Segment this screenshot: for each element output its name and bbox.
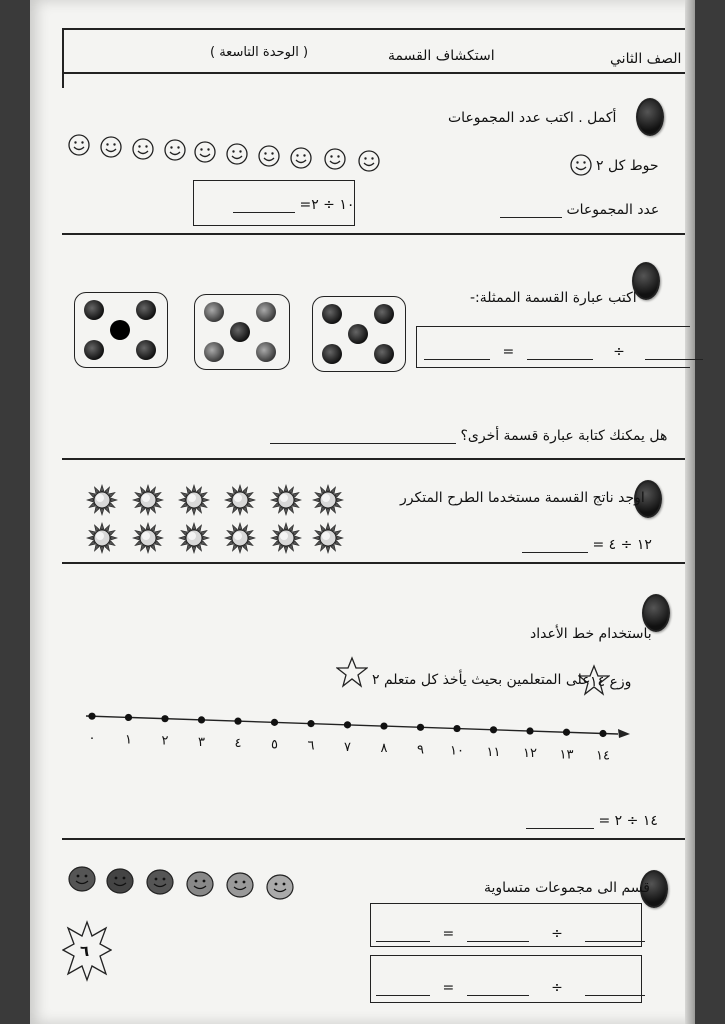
number-line-point (563, 729, 570, 736)
q5-instruction: قسم الى مجموعات متساوية (484, 880, 650, 896)
q1-instruction: أكمل . اكتب عدد المجموعات (448, 110, 617, 126)
sun-icon (270, 522, 302, 554)
q2-instruction: اكتب عبارة القسمة الممثلة:- (470, 290, 637, 306)
q5-result-blank-1[interactable] (376, 928, 430, 942)
page-edge (685, 0, 695, 1024)
q5-div-sign-1: ÷ (551, 926, 563, 942)
number-line-tick-label: ٩ (417, 742, 424, 758)
number-line-point (161, 715, 168, 722)
q3-expression: ١٢ ÷ ٤ = (592, 537, 652, 553)
header-divider (62, 72, 685, 74)
dice-dot (230, 322, 250, 342)
q3-answer-blank[interactable] (522, 539, 588, 553)
number-line-point (417, 724, 424, 731)
q2-eq-sign: = (502, 344, 515, 360)
q5-divisor-blank-2[interactable] (467, 982, 529, 996)
number-line-tick-label: ٨ (380, 741, 388, 757)
dice-dot (136, 300, 156, 320)
q2-div-sign: ÷ (613, 344, 625, 360)
smiley-ball-icon (68, 866, 96, 892)
smiley-face-icon (358, 150, 380, 172)
number-line-point (380, 722, 387, 729)
divider-2 (62, 458, 685, 460)
number-line-point (599, 730, 606, 737)
number-line-tick-label: ١٤ (596, 748, 610, 760)
q2-dividend-blank[interactable] (645, 346, 703, 360)
dice-dot (348, 324, 368, 344)
dice-dot (374, 304, 394, 324)
sun-icon (224, 484, 256, 516)
dice-dot (322, 344, 342, 364)
dice-dot (204, 302, 224, 322)
dice-dot (84, 340, 104, 360)
number-line-point (88, 713, 95, 720)
number-line-tick-label: ١٢ (523, 746, 537, 760)
number-line-tick-label: ٧ (344, 739, 351, 755)
number-line-tick-label: ٣ (198, 734, 205, 750)
q1-groups-blank[interactable] (500, 204, 562, 218)
number-line-tick-label: ٢ (161, 733, 169, 749)
q1-expression: ١٠ ÷ ٢= (299, 197, 355, 213)
number-line-tick-label: ١ (125, 732, 132, 748)
number-line-point (526, 727, 533, 734)
frame-top (62, 28, 685, 30)
q5-result-blank-2[interactable] (376, 982, 430, 996)
header-grade: الصف الثاني (610, 51, 682, 67)
number-line-point (490, 726, 497, 733)
q2-question: هل يمكنك كتابة عبارة قسمة أخرى؟ (460, 428, 668, 444)
sun-icon (132, 522, 164, 554)
sun-icon (178, 484, 210, 516)
frame-left (62, 28, 64, 88)
q1-circle-rule: حوط كل ٢ (596, 158, 659, 174)
page-number: ٦ (80, 942, 90, 960)
smiley-ball-icon (266, 874, 294, 900)
smiley-ball-icon (146, 869, 174, 895)
q1-answer-blank[interactable] (233, 199, 295, 213)
smiley-face-icon (258, 145, 280, 167)
q4-task-suffix: على المتعلمين بحيث يأخذ كل متعلم ٢ (372, 672, 591, 688)
number-line-tick-label: ٠ (88, 731, 96, 747)
dice-dot (84, 300, 104, 320)
number-line (78, 700, 638, 760)
sun-icon (224, 522, 256, 554)
header-lesson: استكشاف القسمة (388, 48, 495, 64)
number-line-tick-label: ١٠ (450, 743, 464, 759)
number-line-tick-label: ٥ (271, 737, 278, 753)
sun-icon (270, 484, 302, 516)
number-line-point (453, 725, 460, 732)
q2-question-blank[interactable] (270, 430, 456, 444)
q3-instruction: اوجد ناتج القسمة مستخدما الطرح المتكرر (400, 490, 645, 506)
smiley-ball-icon (226, 872, 254, 898)
sun-icon (132, 484, 164, 516)
smiley-ball-icon (106, 868, 134, 894)
q2-result-blank[interactable] (424, 346, 490, 360)
dice-dot (204, 342, 224, 362)
number-line-tick-label: ١٣ (559, 747, 574, 760)
dice-dot (322, 304, 342, 324)
dice-dot (136, 340, 156, 360)
number-line-tick-label: ٦ (307, 738, 315, 754)
q5-dividend-blank-2[interactable] (585, 982, 645, 996)
star-icon (336, 656, 368, 688)
q5-divisor-blank-1[interactable] (467, 928, 529, 942)
number-line-point (198, 716, 205, 723)
sun-icon (86, 522, 118, 554)
q5-dividend-blank-1[interactable] (585, 928, 645, 942)
q5-eq-sign-2: = (442, 980, 455, 996)
smiley-face-icon (570, 154, 592, 176)
dice-dot (256, 302, 276, 322)
sun-icon (312, 484, 344, 516)
dice-dot (110, 320, 130, 340)
question-1-bullet (636, 98, 664, 136)
q4-answer-blank[interactable] (526, 815, 594, 829)
smiley-ball-icon (186, 871, 214, 897)
q5-div-sign-2: ÷ (551, 980, 563, 996)
smiley-face-icon (194, 141, 216, 163)
q4-task-prefix: وزع ١٤ (590, 674, 632, 690)
number-line-point (271, 719, 278, 726)
q4-expression: ١٤ ÷ ٢ = (598, 813, 658, 829)
number-line-tick-label: ٤ (234, 736, 242, 752)
number-line-point (344, 721, 351, 728)
header-unit: ( الوحدة التاسعة ) (210, 45, 309, 60)
smiley-face-icon (324, 148, 346, 170)
smiley-face-icon (100, 136, 122, 158)
q1-groups-label: عدد المجموعات (566, 202, 660, 218)
smiley-face-icon (226, 143, 248, 165)
dice-dot (256, 342, 276, 362)
number-line-point (307, 720, 314, 727)
number-line-point (125, 714, 132, 721)
q2-divisor-blank[interactable] (527, 346, 593, 360)
number-line-tick-label: ١١ (486, 744, 501, 760)
sun-icon (312, 522, 344, 554)
sun-icon (178, 522, 210, 554)
divider-3 (62, 562, 685, 564)
q4-instruction: باستخدام خط الأعداد (530, 626, 652, 642)
dice-dot (374, 344, 394, 364)
smiley-face-icon (132, 138, 154, 160)
smiley-face-icon (290, 147, 312, 169)
smiley-face-icon (164, 139, 186, 161)
smiley-face-icon (68, 134, 90, 156)
number-line-point (234, 718, 241, 725)
sun-icon (86, 484, 118, 516)
number-line-arrow (618, 729, 630, 738)
divider-4 (62, 838, 685, 840)
q5-eq-sign-1: = (442, 926, 455, 942)
divider-1 (62, 233, 685, 235)
